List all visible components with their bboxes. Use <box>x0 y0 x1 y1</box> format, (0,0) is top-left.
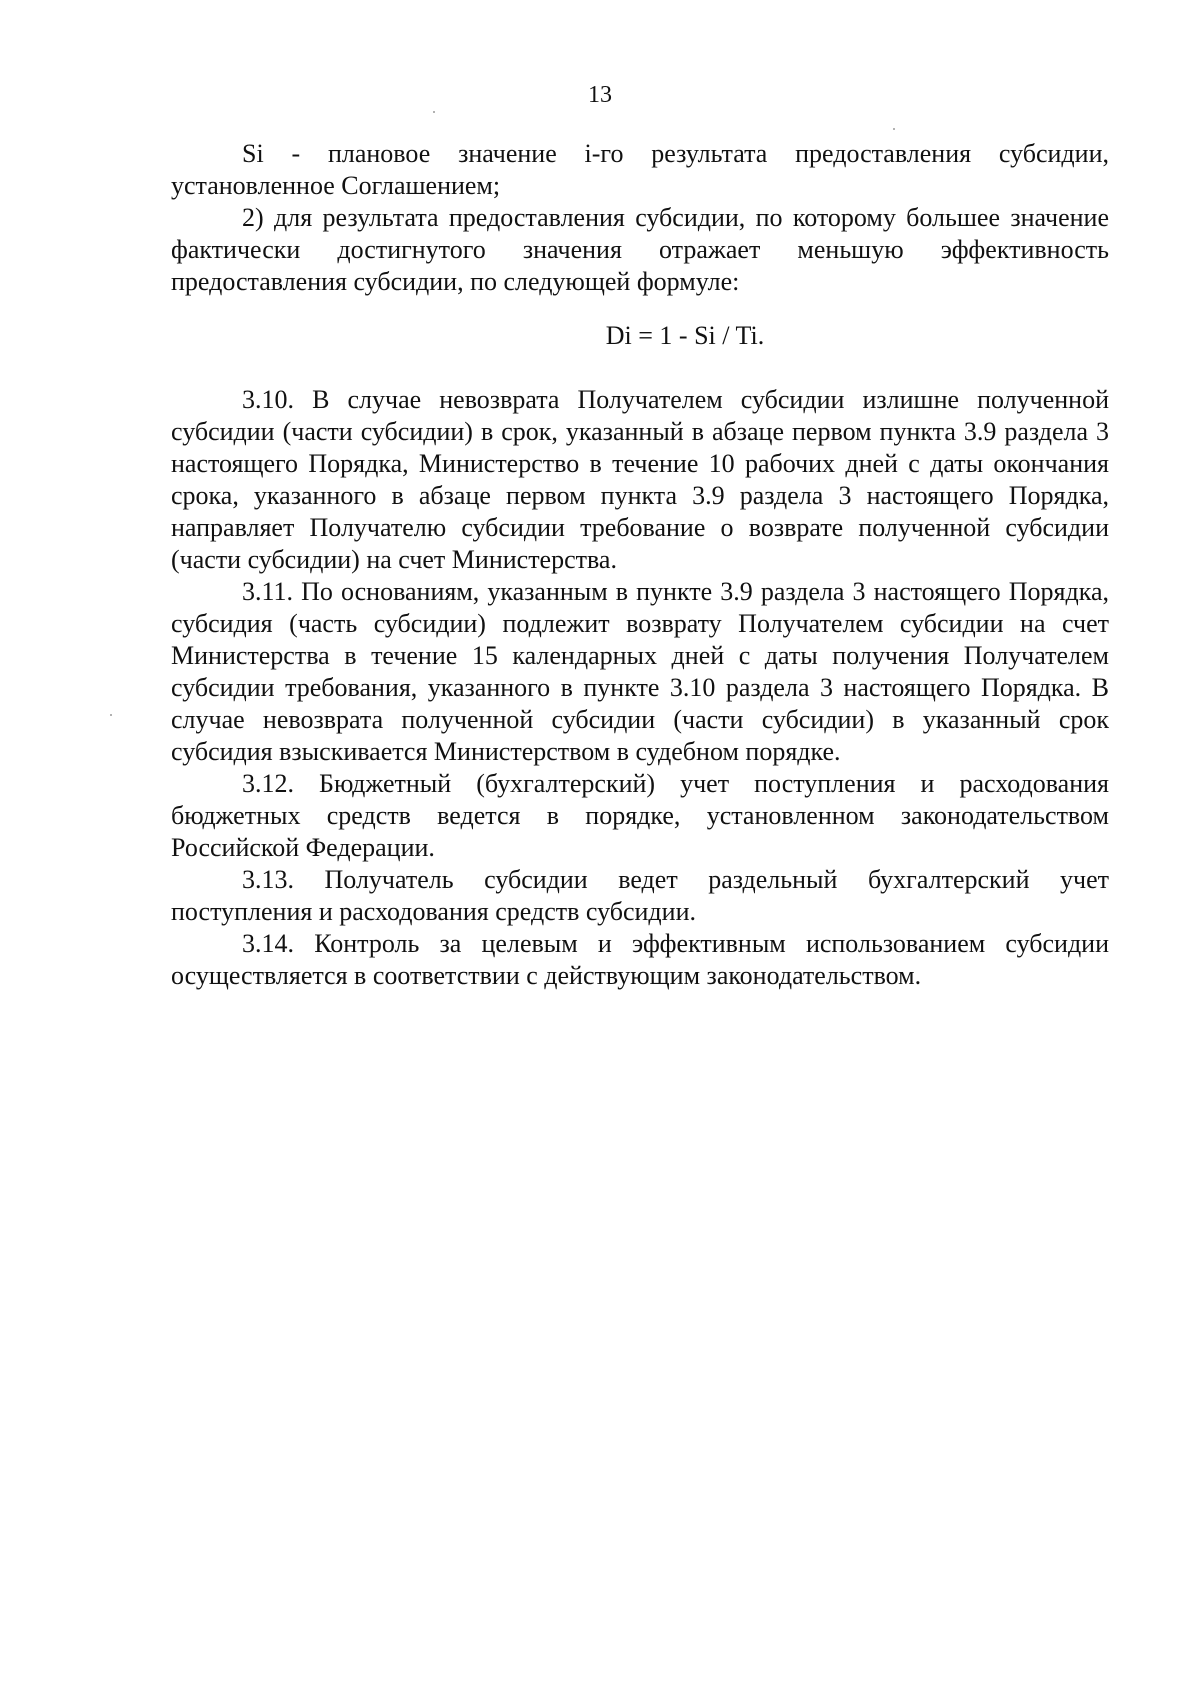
paragraph-3-14: 3.14. Контроль за целевым и эффективным использованием субсидии осуществляется в соответствии с действующим законодательством. <box>171 929 1109 990</box>
paragraph-3-13: 3.13. Получатель субсидии ведет раздельный бухгалтерский учет поступления и расходования средств субсидии. <box>171 865 1109 926</box>
page-number: 13 <box>588 82 612 108</box>
scan-speck <box>433 111 435 113</box>
paragraph-si-definition: Si - плановое значение i-го результата предоставления субсидии, установленное Соглашением; <box>171 139 1109 200</box>
scan-speck <box>110 714 112 716</box>
paragraph-3-11: 3.11. По основаниям, указанным в пункте 3.9 раздела 3 настоящего Порядка, субсидия (часть субсидии) подлежит возврату Получателем субсидии на счет Министерства в течение 15 календарных дней с даты получения Получателем субсидии требования, указанного в пункте 3.10 раздела 3 настоящего Порядка. В случае невозврата полученной субсидии (части субсидии) в указанный срок субсидия взыскивается Министерством в судебном порядке. <box>171 577 1109 766</box>
paragraph-3-10: 3.10. В случае невозврата Получателем субсидии излишне полученной субсидии (части субсидии) в срок, указанный в абзаце первом пункта 3.9 раздела 3 настоящего Порядка, Министерство в течение 10 рабочих дней с даты окончания срока, указанного в абзаце первом пункта 3.9 раздела 3 настоящего Порядка, направляет Получателю субсидии требование о возврате полученной субсидии (части субсидии) на счет Министерства. <box>171 385 1109 574</box>
formula: Di = 1 - Si / Ti. <box>605 321 765 350</box>
document-body <box>171 138 1109 992</box>
paragraph-3-12: 3.12. Бюджетный (бухгалтерский) учет поступления и расходования бюджетных средств ведется в порядке, установленном законодательством Российской Федерации. <box>171 769 1109 862</box>
paragraph-formula-intro: 2) для результата предоставления субсидии, по которому большее значение фактически достигнутого значения отражает меньшую эффективность предоставления субсидии, по следующей формуле: <box>171 203 1109 296</box>
scan-speck <box>893 128 895 130</box>
